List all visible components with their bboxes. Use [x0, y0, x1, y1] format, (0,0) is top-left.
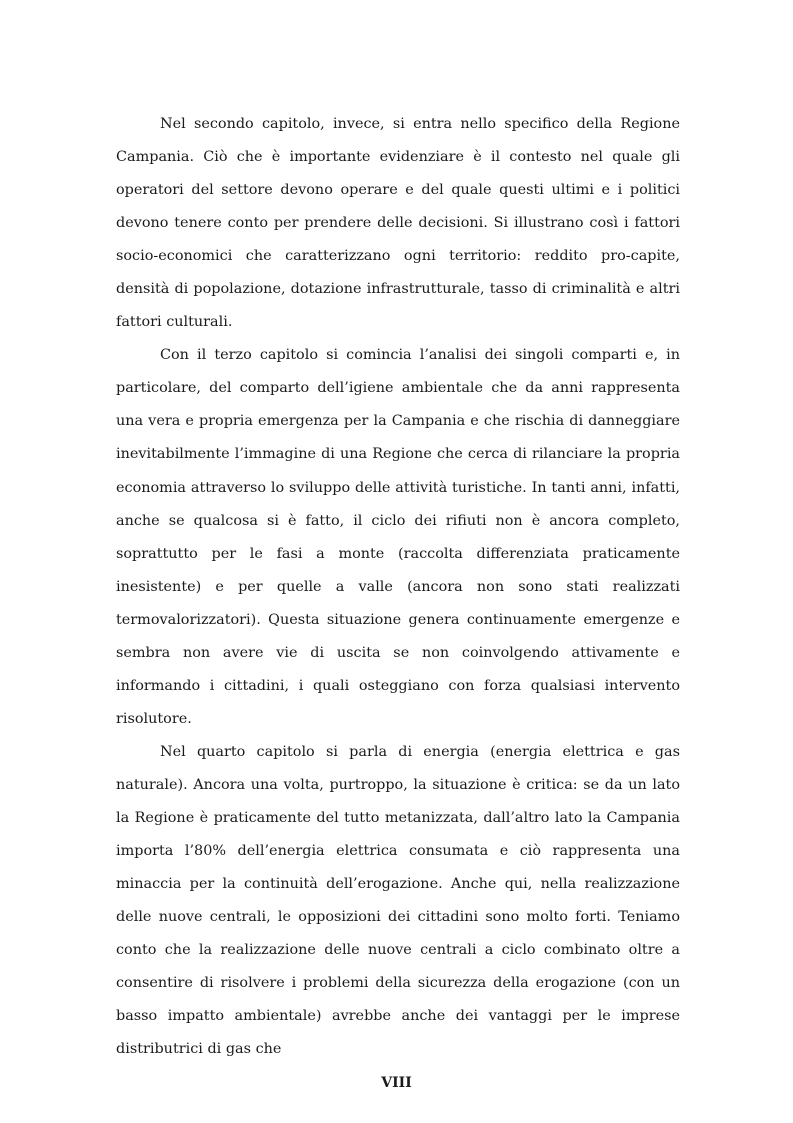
page-number: VIII [381, 1075, 412, 1091]
paragraph-quarto-capitolo: Nel quarto capitolo si parla di energia (energia elettrica e gas naturale). Ancora una volta, purtroppo, la situazione è critica: se da un lato la Regione è praticamente del tutto metanizzata, dall’altro lato la Campania importa l’80% dell’energia elettrica consumata e ciò rappresenta una minaccia per la continuità dell’erogazione. Anche qui, nella realizzazione delle nuove centrali, le opposizioni dei cittadini sono molto forti. Teniamo conto che la realizzazione delle nuove centrali a ciclo combinato oltre a consentire di risolvere i problemi della sicurezza della erogazione (con un basso impatto ambientale) avrebbe anche dei vantaggi per le imprese distributrici di gas che [116, 743, 680, 1058]
body-text [116, 108, 680, 1066]
paragraph-terzo-capitolo: Con il terzo capitolo si comincia l’analisi dei singoli comparti e, in particolare, del comparto dell’igiene ambientale che da anni rappresenta una vera e propria emergenza per la Campania e che rischia di danneggiare inevitabilmente l’immagine di una Regione che cerca di rilanciare la propria economia attraverso lo sviluppo delle attività turistiche. In tanti anni, infatti, anche se qualcosa si è fatto, il ciclo dei rifiuti non è ancora completo, soprattutto per le fasi a monte (raccolta differenziata praticamente inesistente) e per quelle a valle (ancora non sono stati realizzati termovalorizzatori). Questa situazione genera continuamente emergenze e sembra non avere vie di uscita se non coinvolgendo attivamente e informando i cittadini, i quali osteggiano con forza qualsiasi intervento risolutore. [116, 347, 680, 727]
paragraph-secondo-capitolo: Nel secondo capitolo, invece, si entra nello specifico della Regione Campania. Ciò che è importante evidenziare è il contesto nel quale gli operatori del settore devono operare e del quale questi ultimi e i politici devono tenere conto per prendere delle decisioni. Si illustrano così i fattori socio-economici che caratterizzano ogni territorio: reddito pro-capite, densità di popolazione, dotazione infrastrutturale, tasso di criminalità e altri fattori culturali. [116, 116, 680, 331]
